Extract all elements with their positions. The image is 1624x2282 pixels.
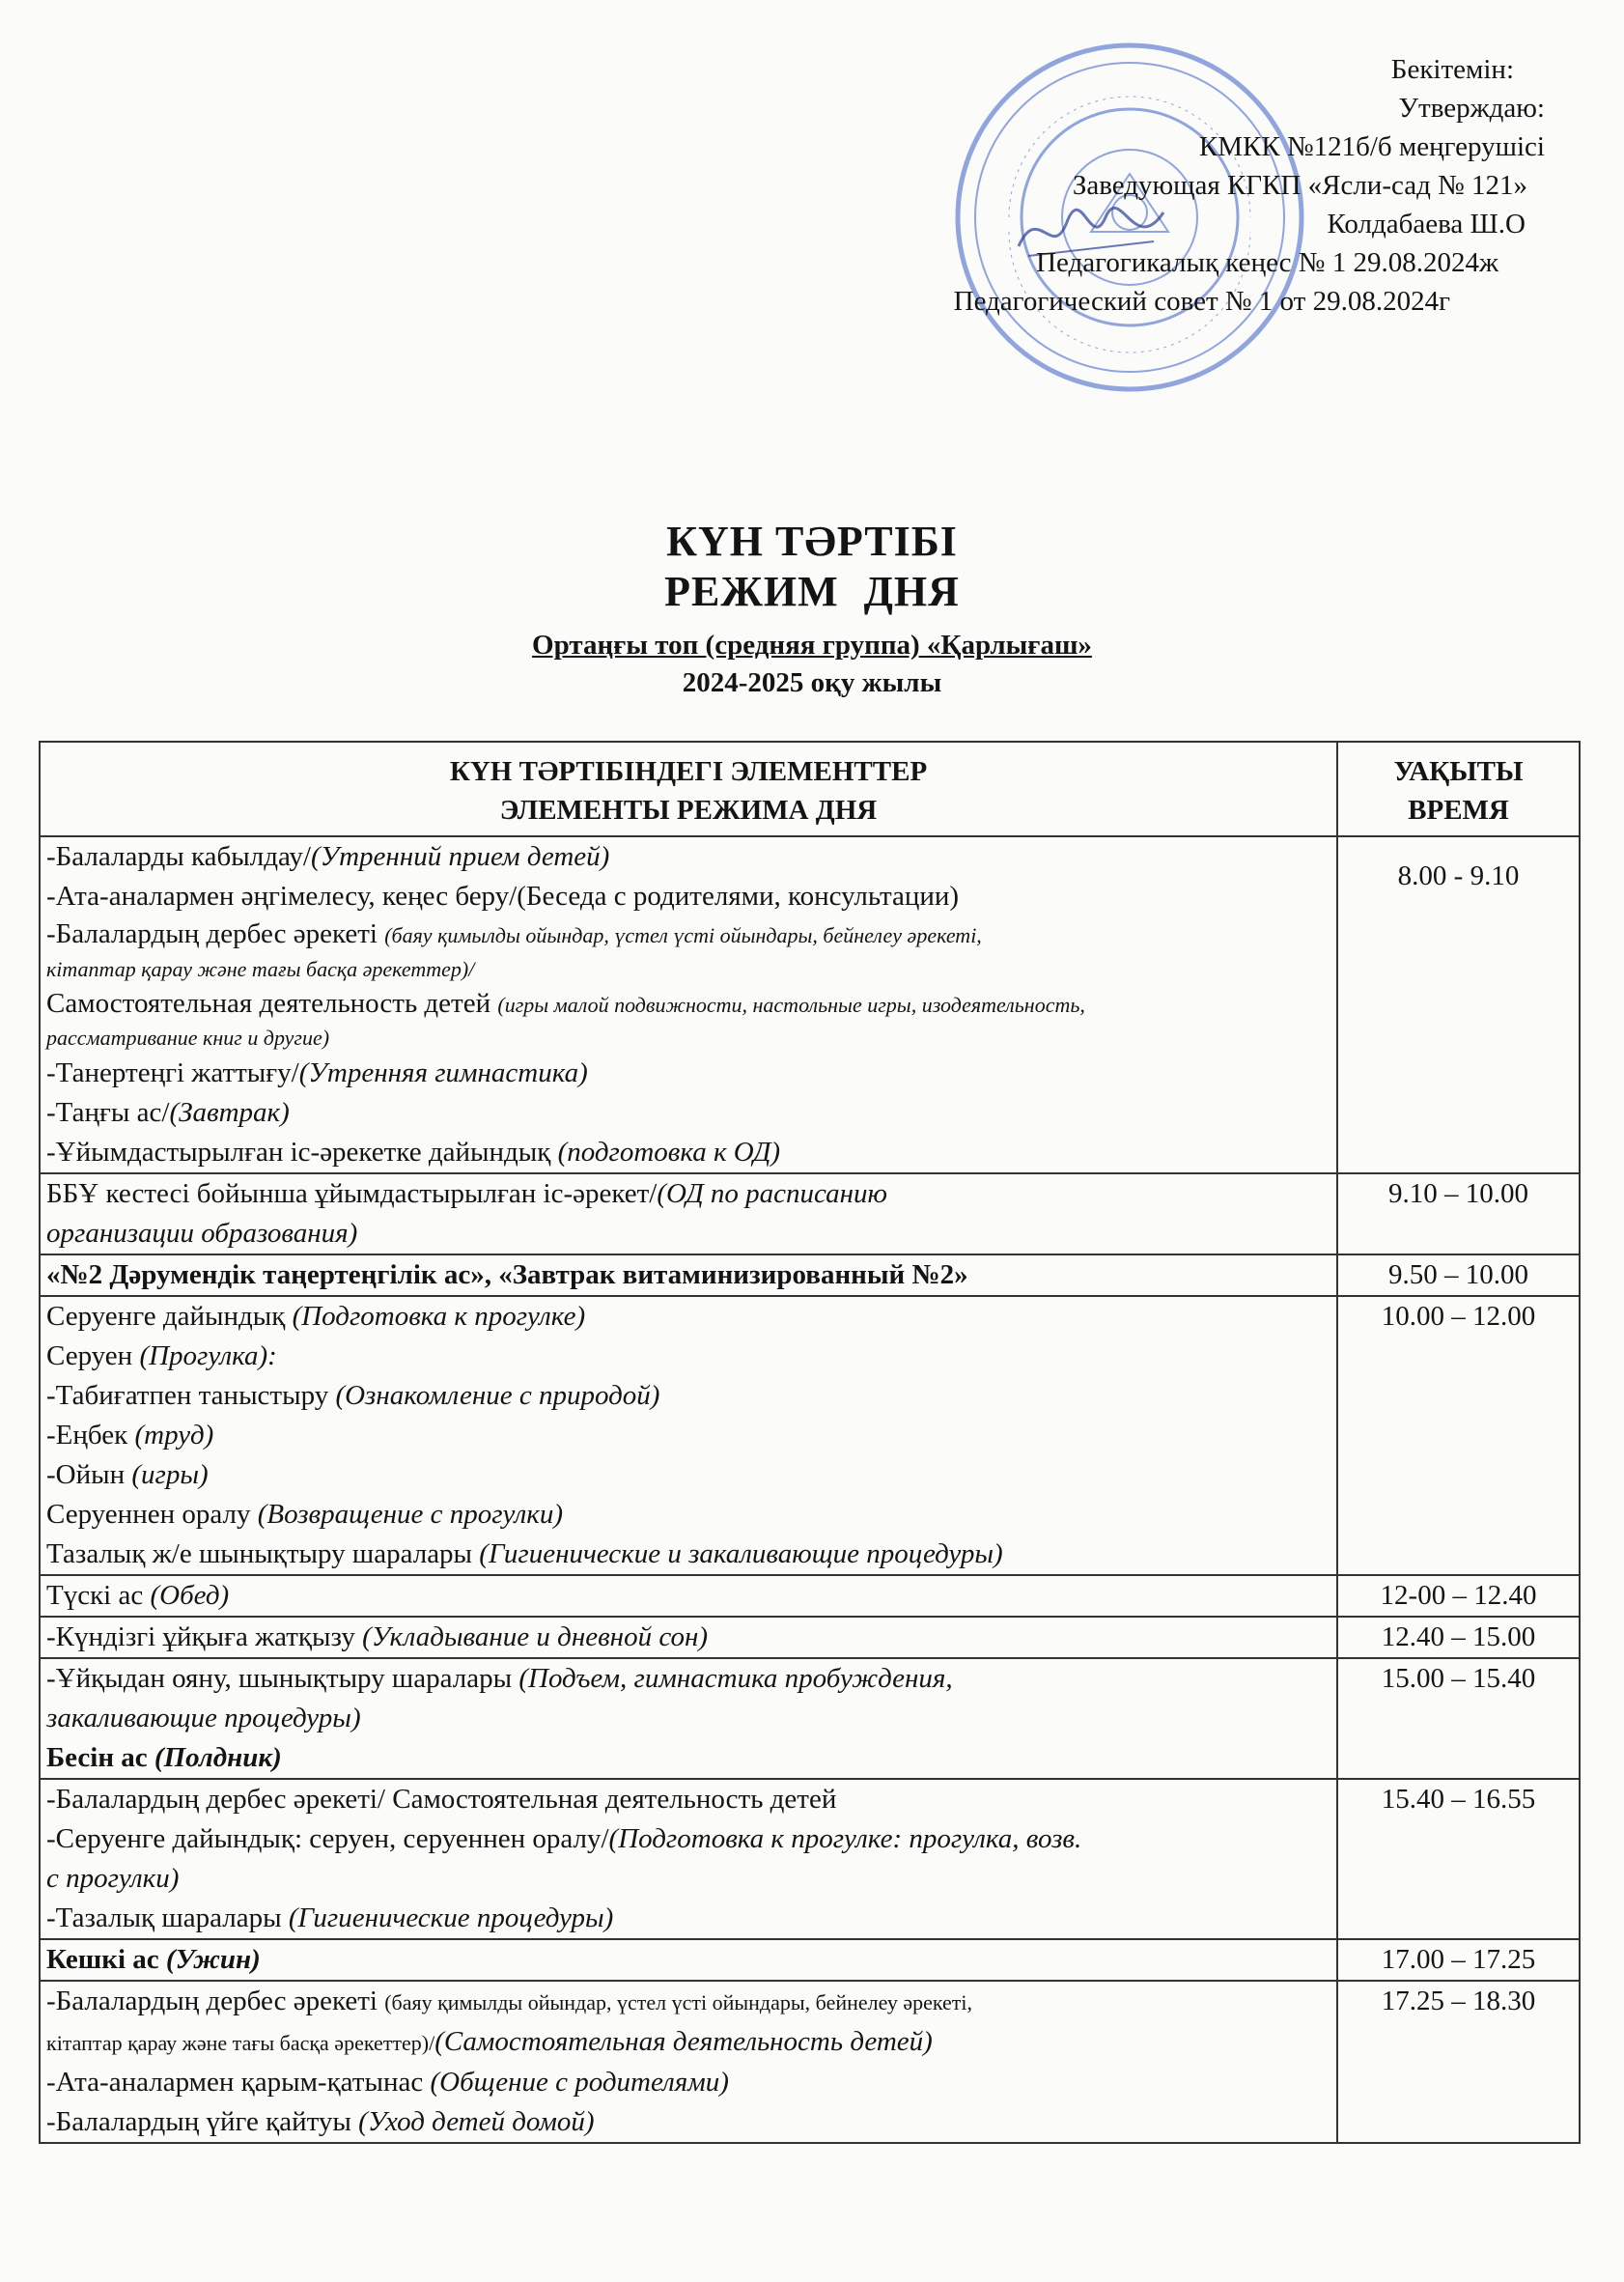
activity-line: с прогулки) <box>46 1863 180 1894</box>
activity-line <box>46 986 1330 1023</box>
approval-line: Утверждаю: <box>1398 93 1545 124</box>
text: -Балалардың дербес әрекеті <box>46 1986 385 2016</box>
text: (Общение с родителями) <box>430 2067 729 2098</box>
time-cell: 9.50 – 10.00 <box>1337 1254 1580 1296</box>
header-elements <box>40 742 1337 836</box>
time-cell: 10.00 – 12.00 <box>1337 1296 1580 1575</box>
text: -Күндізгі ұйқыға жатқызу <box>46 1621 363 1652</box>
text: (Гигиенические процедуры) <box>288 1902 614 1933</box>
activity-line <box>46 1738 1330 1778</box>
academic-year: 2024-2025 оқу жылы <box>682 667 942 698</box>
table-row <box>40 1939 1580 1981</box>
text: (Ознакомление с природой) <box>335 1380 660 1411</box>
text: -Еңбек <box>46 1420 135 1451</box>
activity-line <box>46 1659 1330 1699</box>
text: Бесін ас <box>46 1742 154 1773</box>
activity-line <box>46 1054 1330 1093</box>
activity-line <box>46 916 1330 953</box>
table-row <box>40 836 1580 1173</box>
text: -Танертеңгі жаттығу/ <box>46 1057 299 1088</box>
time-cell: 12-00 – 12.40 <box>1337 1575 1580 1617</box>
text: -Серуенге дайындық: серуен, серуеннен оралу/ <box>46 1823 609 1854</box>
header-elements-ru: ЭЛЕМЕНТЫ РЕЖИМА ДНЯ <box>499 795 878 826</box>
text: -Ойын <box>46 1459 132 1490</box>
activity-cell <box>40 1779 1337 1939</box>
activity-cell <box>40 836 1337 1173</box>
activity-cell <box>40 1939 1337 1981</box>
activity-line: закаливающие процедуры) <box>46 1703 361 1733</box>
activity-line <box>46 1416 1330 1455</box>
table-row <box>40 1779 1580 1939</box>
table-row <box>40 1296 1580 1575</box>
text: Түскі ас <box>46 1580 151 1611</box>
text: (Гигиенические и закаливающие процедуры) <box>479 1538 1003 1569</box>
text: (Подъем, гимнастика пробуждения, <box>518 1663 953 1694</box>
text: -Таңғы ас/ <box>46 1097 170 1128</box>
time-cell: 12.40 – 15.00 <box>1337 1617 1580 1658</box>
text: ББҰ кестесі бойынша ұйымдастырылған іс-әрекет/ <box>46 1178 658 1209</box>
schedule-table <box>39 741 1581 2144</box>
activity-cell <box>40 1658 1337 1779</box>
text: (Укладывание и дневной сон) <box>362 1621 709 1652</box>
header-elements-kz: КҮН ТӘРТІБІНДЕГІ ЭЛЕМЕНТТЕР <box>449 756 928 787</box>
activity-cell <box>40 1296 1337 1575</box>
activity-line <box>46 1297 1330 1337</box>
activity-line: кітаптар қарау және тағы басқа әрекеттер)/ <box>46 957 475 981</box>
text: (Завтрак) <box>169 1097 290 1128</box>
approval-block <box>850 50 1545 321</box>
approval-line: КМКК №121б/б меңгерушісі <box>1198 131 1545 162</box>
text: Кешкі ас <box>46 1944 166 1975</box>
time-cell: 15.00 – 15.40 <box>1337 1658 1580 1779</box>
text: -Балалардың дербес әрекеті <box>46 918 385 949</box>
activity-line <box>46 2022 1330 2063</box>
table-row <box>40 1617 1580 1658</box>
text: -Ұйымдастырылған іс-әрекетке дайындық <box>46 1137 558 1168</box>
activity-line: рассматривание книг и другие) <box>46 1026 330 1050</box>
time-cell: 9.10 – 10.00 <box>1337 1173 1580 1254</box>
text: (Утренняя гимнастика) <box>298 1057 588 1088</box>
approval-line: Заведующая КГКП «Ясли-сад № 121» <box>1072 170 1527 201</box>
approval-line: Бекітемін: <box>1390 54 1514 85</box>
text: -Тазалық шаралары <box>46 1902 289 1933</box>
activity-line <box>46 837 1330 877</box>
text: (Подготовка к прогулке: прогулка, возв. <box>608 1823 1082 1854</box>
group-subtitle: Ортаңғы топ (средняя группа) «Қарлығаш» <box>532 630 1092 661</box>
time-cell: 17.00 – 17.25 <box>1337 1939 1580 1981</box>
activity-line <box>46 1133 1330 1172</box>
activity-line <box>46 1337 1330 1376</box>
text: Тазалық ж/е шынықтыру шаралары <box>46 1538 480 1569</box>
time-cell: 15.40 – 16.55 <box>1337 1779 1580 1939</box>
text: (Ужин) <box>165 1944 261 1975</box>
activity-line <box>46 1495 1330 1535</box>
text: -Балалардың үйге қайтуы <box>46 2106 359 2137</box>
text: Серуеннен оралу <box>46 1499 258 1530</box>
activity-line: -Ата-аналармен әңгімелесу, кеңес беру/(Беседа с родителями, консультации) <box>46 881 960 912</box>
text: (Подготовка к прогулке) <box>292 1301 586 1332</box>
table-row <box>40 1254 1580 1296</box>
activity-cell <box>40 1173 1337 1254</box>
header-time-kz: УАҚЫТЫ <box>1393 756 1524 787</box>
text: (Возвращение с прогулки) <box>257 1499 563 1530</box>
text: (труд) <box>134 1420 214 1451</box>
text: -Балаларды кабылдау/ <box>46 841 311 872</box>
text: (Прогулка): <box>139 1340 277 1371</box>
text: (баяу қимылды ойындар, үстел үсті ойындары, бейнелеу әрекеті, <box>384 1990 973 2014</box>
activity-cell <box>40 1981 1337 2143</box>
title-russian: РЕЖИМ ДНЯ <box>664 568 960 615</box>
header-time <box>1337 742 1580 836</box>
table-header-row <box>40 742 1580 836</box>
activity-line <box>46 1174 1330 1214</box>
header-time-ru: ВРЕМЯ <box>1408 795 1509 826</box>
text: (Обед) <box>150 1580 230 1611</box>
text: -Ұйқыдан ояну, шынықтыру шаралары <box>46 1663 519 1694</box>
activity-cell: «№2 Дәрумендік таңертеңгілік ас», «Завтрак витаминизированный №2» <box>40 1254 1337 1296</box>
activity-line <box>46 1819 1330 1859</box>
time-cell: 17.25 – 18.30 <box>1337 1981 1580 2143</box>
activity-line <box>46 2102 1330 2142</box>
text: (Утренний прием детей) <box>310 841 610 872</box>
activity-line <box>46 1535 1330 1574</box>
document-titles <box>0 517 1624 700</box>
text: (подготовка к ОД) <box>557 1137 781 1168</box>
time-cell: 8.00 - 9.10 <box>1337 836 1580 1173</box>
approval-line: Педагогикалық кеңес № 1 29.08.2024ж <box>1036 247 1498 278</box>
text: (игры) <box>131 1459 209 1490</box>
activity-line <box>46 1376 1330 1416</box>
text: (Уход детей домой) <box>358 2106 595 2137</box>
activity-cell <box>40 1617 1337 1658</box>
table-row <box>40 1658 1580 1779</box>
activity-line <box>46 1982 1330 2022</box>
text: (баяу қимылды ойындар, үстел үсті ойындары, бейнелеу әрекеті, <box>384 923 982 947</box>
text: Самостоятельная деятельность детей <box>46 988 498 1019</box>
activity-cell <box>40 1575 1337 1617</box>
approval-line: Педагогический совет № 1 от 29.08.2024г <box>953 286 1450 317</box>
text: -Табиғатпен таныстыру <box>46 1380 336 1411</box>
text: Серуен <box>46 1340 140 1371</box>
text: кітаптар қарау және тағы басқа әрекеттер)/ <box>46 2031 435 2055</box>
text: (Полдник) <box>154 1742 282 1773</box>
activity-line <box>46 1093 1330 1133</box>
table-row <box>40 1173 1580 1254</box>
approval-line: Колдабаева Ш.О <box>1327 209 1526 239</box>
text: (игры малой подвижности, настольные игры, изодеятельность, <box>497 993 1085 1017</box>
text: (ОД по расписанию <box>657 1178 887 1209</box>
text: (Самостоятельная деятельность детей) <box>434 2026 933 2057</box>
table-row <box>40 1575 1580 1617</box>
text: Серуенге дайындық <box>46 1301 293 1332</box>
title-kazakh: КҮН ТӘРТІБІ <box>666 518 958 565</box>
activity-line <box>46 1899 1330 1938</box>
text: -Ата-аналармен қарым-қатынас <box>46 2067 431 2098</box>
activity-line: -Балалардың дербес әрекеті/ Самостоятельная деятельность детей <box>46 1784 837 1815</box>
activity-line: организации образования) <box>46 1218 358 1249</box>
table-row <box>40 1981 1580 2143</box>
activity-line <box>46 2063 1330 2102</box>
activity-line <box>46 1455 1330 1495</box>
